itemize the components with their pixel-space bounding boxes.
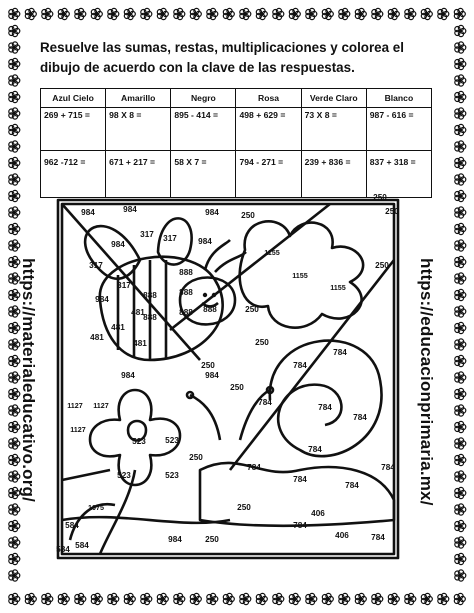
picture-number-label: 784 [247,463,261,472]
border-flower-icon [240,593,251,604]
border-flower-icon [157,593,168,604]
picture-number-label: 250 [245,305,259,314]
border-flower-icon [174,8,185,19]
border-flower-icon [455,306,466,317]
operation-cell: 837 + 318 = [366,151,431,198]
color-header: Verde Claro [301,89,366,108]
border-flower-icon [9,520,20,531]
operation-cell: 794 - 271 = [236,151,301,198]
border-flower-icon [9,141,20,152]
border-flower-icon [273,8,284,19]
border-flower-icon [240,8,251,19]
border-flower-icon [455,273,466,284]
picture-number-label: 317 [163,234,177,243]
color-header: Amarillo [106,89,171,108]
border-flower-icon [455,421,466,432]
instructions-text: Resuelve las sumas, restas, multiplicaciones y colorea el dibujo de acuerdo con la clave de las respuestas. [40,40,404,75]
picture-number-label: 784 [293,361,307,370]
border-flower-icon [9,91,20,102]
picture-number-label: 784 [293,475,307,484]
picture-number-label: 784 [353,413,367,422]
picture-number-label: 523 [165,436,179,445]
border-flower-icon [438,8,449,19]
border-flower-icon [455,438,466,449]
operation-cell: 895 - 414 = [171,108,236,151]
picture-number-label: 888 [143,313,157,322]
border-flower-icon [455,372,466,383]
border-flower-icon [455,240,466,251]
picture-number-label: 1127 [93,401,109,410]
picture-region-outline [190,395,220,440]
picture-number-label: 888 [179,288,193,297]
border-flower-icon [454,593,465,604]
picture-number-label: 784 [258,398,272,407]
border-flower-icon [207,8,218,19]
border-flower-icon [289,8,300,19]
border-flower-icon [289,593,300,604]
border-flower-icon [355,593,366,604]
picture-number-label: 406 [311,509,325,518]
border-flower-icon [9,240,20,251]
picture-region-outline [100,470,135,554]
picture-number-label: 984 [81,208,95,217]
color-key-table [40,88,432,198]
border-flower-icon [455,553,466,564]
border-flower-icon [9,174,20,185]
picture-number-label: 984 [198,237,212,246]
border-flower-icon [9,537,20,548]
picture-number-label: 888 [179,308,193,317]
border-flower-icon [25,8,36,19]
border-flower-icon [372,593,383,604]
border-flower-icon [421,8,432,19]
operation-cell: 962 -712 = [41,151,106,198]
border-flower-icon [9,58,20,69]
border-flower-icon [9,190,20,201]
picture-number-label: 250 [373,193,387,202]
bee-eye-icon [203,293,207,297]
picture-number-label: 250 [189,453,203,462]
border-flower-icon [455,520,466,531]
border-flower-icon [455,207,466,218]
border-flower-icon [455,157,466,168]
picture-number-label: 984 [121,371,135,380]
border-flower-icon [75,593,86,604]
picture-number-label: 888 [203,305,217,314]
picture-number-label: 984 [205,371,219,380]
border-flower-icon [9,593,20,604]
border-flower-icon [405,8,416,19]
border-flower-icon [455,141,466,152]
operation-cell: 239 + 836 = [301,151,366,198]
operation-cell: 671 + 217 = [106,151,171,198]
border-flower-icon [455,58,466,69]
border-flower-icon [42,593,53,604]
border-flower-icon [455,108,466,119]
border-flower-icon [9,504,20,515]
border-flower-icon [9,570,20,581]
color-header: Rosa [236,89,301,108]
border-flower-icon [455,405,466,416]
border-flower-icon [388,593,399,604]
picture-number-label: 1075 [88,503,104,512]
border-flower-icon [455,223,466,234]
color-by-number-picture [58,200,398,558]
picture-number-label: 250 [237,503,251,512]
picture-number-label: 584 [65,521,79,530]
border-flower-icon [273,593,284,604]
border-flower-icon [9,553,20,564]
picture-number-label: 250 [375,261,389,270]
picture-number-label: 984 [205,208,219,217]
picture-number-label: 784 [308,445,322,454]
border-flower-icon [108,593,119,604]
border-flower-icon [455,388,466,399]
picture-number-label: 984 [123,205,137,214]
border-flower-icon [91,593,102,604]
border-flower-icon [25,593,36,604]
operation-cell: 58 X 7 = [171,151,236,198]
border-flower-icon [190,8,201,19]
picture-number-label: 317 [117,281,131,290]
border-flower-icon [438,593,449,604]
border-flower-icon [405,593,416,604]
border-flower-icon [455,256,466,267]
picture-number-label: 481 [90,333,104,342]
picture-number-label: 523 [117,471,131,480]
picture-region-outline [62,204,394,554]
picture-number-label: 1155 [292,271,308,280]
border-flower-icon [322,593,333,604]
operation-row [41,151,432,198]
border-flower-icon [124,593,135,604]
picture-number-label: 984 [168,535,182,544]
operation-cell: 73 X 8 = [301,108,366,151]
picture-number-label: 584 [56,545,70,554]
border-flower-icon [108,8,119,19]
color-header: Azul Cielo [41,89,106,108]
border-flower-icon [455,339,466,350]
color-key-header-row [41,89,432,108]
border-flower-icon [455,570,466,581]
border-flower-icon [306,8,317,19]
operation-row [41,108,432,151]
border-flower-icon [388,8,399,19]
border-flower-icon [223,593,234,604]
border-flower-icon [223,8,234,19]
border-flower-icon [322,8,333,19]
picture-number-label: 481 [131,308,145,317]
picture-number-label: 406 [335,531,349,540]
picture-number-label: 784 [371,533,385,542]
operation-cell: 498 + 629 = [236,108,301,151]
picture-number-label: 784 [381,463,395,472]
border-flower-icon [58,8,69,19]
picture-number-label: 523 [132,437,146,446]
border-flower-icon [455,471,466,482]
border-flower-icon [9,207,20,218]
border-flower-icon [141,8,152,19]
picture-number-label: 1155 [330,283,346,292]
border-flower-icon [256,593,267,604]
border-flower-icon [91,8,102,19]
border-flower-icon [75,8,86,19]
color-header: Negro [171,89,236,108]
border-flower-icon [372,8,383,19]
border-flower-icon [339,593,350,604]
picture-number-label: 784 [345,481,359,490]
picture-number-label: 1127 [67,401,83,410]
picture-number-label: 984 [111,240,125,249]
border-flower-icon [455,91,466,102]
border-flower-icon [42,8,53,19]
border-flower-icon [455,190,466,201]
picture-number-label: 584 [75,541,89,550]
border-flower-icon [9,108,20,119]
picture-region-outline [270,341,382,457]
picture-number-label: 250 [230,383,244,392]
border-flower-icon [207,593,218,604]
border-flower-icon [455,174,466,185]
border-flower-icon [256,8,267,19]
border-flower-icon [9,75,20,86]
border-flower-icon [455,322,466,333]
picture-number-label: 250 [255,338,269,347]
border-flower-icon [9,157,20,168]
border-flower-icon [455,42,466,53]
operation-cell: 269 + 715 = [41,108,106,151]
border-flower-icon [455,289,466,300]
border-flower-icon [9,124,20,135]
border-flower-icon [306,593,317,604]
picture-number-label: 481 [133,339,147,348]
border-flower-icon [421,593,432,604]
picture-number-label: 888 [143,291,157,300]
picture-number-label: 784 [333,348,347,357]
border-flower-icon [9,223,20,234]
border-flower-icon [455,537,466,548]
border-flower-icon [190,593,201,604]
picture-number-label: 250 [201,361,215,370]
bee-eye-icon [212,293,216,297]
picture-number-label: 1155 [264,248,280,257]
operation-cell: 987 - 616 = [366,108,431,151]
border-flower-icon [174,593,185,604]
color-header: Blanco [366,89,431,108]
border-flower-icon [455,487,466,498]
picture-region-outline [230,260,394,470]
border-flower-icon [9,8,20,19]
border-flower-icon [455,504,466,515]
border-flower-icon [141,593,152,604]
picture-region-outline [200,463,394,526]
picture-number-label: 1127 [70,425,86,434]
border-flower-icon [454,8,465,19]
picture-number-label: 984 [95,295,109,304]
border-flower-icon [455,355,466,366]
border-flower-icon [455,25,466,36]
operation-cell: 98 X 8 = [106,108,171,151]
picture-number-label: 317 [140,230,154,239]
picture-number-label: 888 [179,268,193,277]
picture-number-label: 523 [165,471,179,480]
border-flower-icon [124,8,135,19]
border-flower-icon [455,124,466,135]
picture-region-outline [62,204,200,360]
right-website-text: https://educacionprimaria.mx/ [417,258,436,506]
picture-number-label: 250 [241,211,255,220]
picture-number-label: 784 [318,403,332,412]
border-flower-icon [455,75,466,86]
border-flower-icon [455,454,466,465]
picture-number-label: 784 [293,521,307,530]
picture-region-outline [62,470,110,480]
border-flower-icon [9,42,20,53]
border-flower-icon [339,8,350,19]
left-website-text: https://materialeducativo.org/ [19,258,38,503]
border-flower-icon [9,25,20,36]
border-flower-icon [355,8,366,19]
picture-number-label: 317 [89,261,103,270]
border-flower-icon [157,8,168,19]
picture-number-label: 250 [205,535,219,544]
picture-number-label: 250 [385,207,399,216]
picture-number-label: 481 [111,323,125,332]
border-flower-icon [58,593,69,604]
